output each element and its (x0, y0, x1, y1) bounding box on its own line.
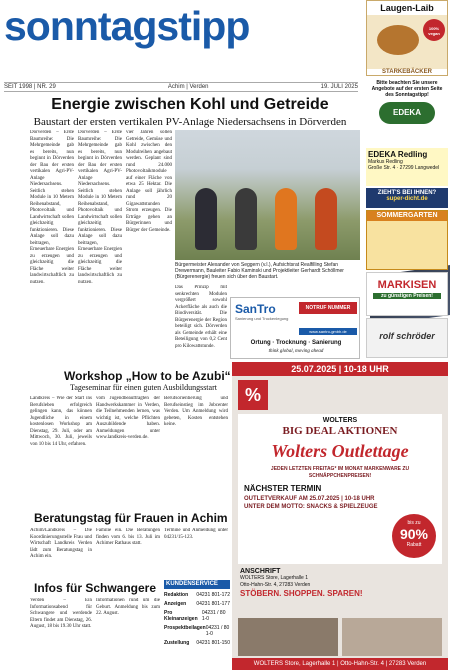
discount-bis: bis zu (407, 520, 421, 526)
person-2 (235, 188, 257, 250)
wolters-outlet-title: Wolters Outlettage (271, 441, 409, 461)
person-1 (195, 188, 217, 250)
santro-slogan: think global, moving ahead (268, 349, 324, 354)
masthead-logo: sonntagstipp (4, 3, 250, 49)
edeka-title: EDEKA Redling (368, 150, 428, 159)
azubi-column-2: vom Jugendbeauftragten der Handwerkskammer in Verden, die Teilnehmenden lernen, was wichtig ist, welche Pflichten Auszubildende haben. Anmeldungen unter www.landkreis-verden.de. (96, 396, 160, 440)
sommergarten-title: SOMMERGARTEN (367, 211, 447, 221)
kundenservice-value: 04231 801-172 (196, 592, 230, 598)
santro-url[interactable]: www.santro-gmbh.de (299, 328, 357, 335)
wolters-deal: BIG DEAL AKTIONEN (282, 425, 398, 437)
lead-column-1: Dörverden – Erste Baumreihe: Die Mehrgemeinde gab es bereits, nun beginnt in Dörverden der Bau der ersten vertikalen Agri-PV-Anlage Niedersachsens. Seitlich stehen Module in 10 Metern Reihenabstand, Photovoltaik und Landwirtschaft sollen gleichzeitig funktionieren. Diese Anlage soll dazu beitragen, Erneuerbare Energien zu erzeugen und gleichzeitig die Fläche weiter landwirtschaftlich zu nutzen. (30, 130, 74, 285)
santro-logo: SanTro (235, 302, 276, 316)
frauen-column-3: Termine und Anmeldung unter 04231/15-123. (164, 528, 228, 540)
lead-subhead: Baustart der ersten vertikalen PV-Anlage Niedersachsens in Dörverden (33, 116, 347, 128)
kundenservice-label: Pro Kleinanzeigen (164, 610, 198, 622)
address-line-2: Otto-Hahn-Str. 4, 27283 Verden (240, 582, 311, 588)
kundenservice-title: KUNDENSERVICE (164, 580, 230, 589)
product-image-2 (342, 618, 442, 656)
schwanger-headline: Infos für Schwangere (34, 581, 157, 595)
frauen-column-1: Achim/Landkreis – Die Koordinierungsstelle Frau und Wirtschaft Landkreis Verden lädt zum Beratungstag in Achim ein. (30, 528, 92, 559)
frauen-headline: Beratungstag für Frauen in Achim (34, 511, 228, 525)
laugen-ad[interactable] (366, 0, 448, 76)
markisen-title: MARKISEN (377, 279, 437, 291)
santro-ad[interactable] (230, 297, 360, 359)
kundenservice-row (164, 625, 230, 637)
wolters-cta: STÖBERN. SHOPPEN. SPAREN! (240, 589, 363, 598)
zieht-title: ZIEHT'S BEI IHNEN? (377, 190, 437, 196)
bread-image (377, 25, 419, 55)
schwanger-column-2: Informationen rund um die Geburt. Anmeldung bis zum 22. August. (96, 598, 160, 616)
kundenservice-label: Zustellung (164, 640, 190, 646)
lead-column-2: vier Jahren sollen Getreide, Gemüse und Kohl zwischen den Modulreihen angebaut werden. Geplant sind rund 24.000 Photovoltaikmodule auf einer Fläche von etwa 25 Hektar. Die Anlage soll jährlich rund 20 Gigawattstunden Strom erzeugen. Die Erträge gehen an Bürgerinnen und Bürger der Gemeinde. (126, 130, 172, 233)
lead-photo-caption: Bürgermeister Alexander von Seggern (v.l.), Aufsichtsrat Realfilling Stefan Drewermann, Bauleiter Fabio Kaminski und Projektleiter Gerhardt Schöllmer (Bürgerenergie) freuen sich über den Baustart. (175, 262, 344, 280)
product-image-1 (238, 618, 338, 656)
wolters-ad[interactable] (232, 362, 448, 670)
edeka-address: Große Str. 4 · 27299 Langwedel (368, 165, 440, 171)
address-line-1: WOLTERS Store, Lagerhalle 1 (240, 575, 308, 581)
next-date-text: OUTLETVERKAUF AM 25.07.2025 | 10-18 UHR UNTER DEM MOTTO: SNACKS & SPIELZEUGE (244, 496, 378, 510)
laugen-title: Laugen-Laib (367, 1, 447, 15)
issue-date: 19. JULI 2025 (320, 84, 358, 90)
kundenservice-row (164, 610, 230, 622)
notice-box (366, 78, 448, 146)
discount-percent: 90% (399, 526, 429, 542)
markisen-sub: zu günstigen Preisen! (373, 293, 441, 299)
issue-number: SEIT 1998 | NR. 29 (4, 84, 56, 90)
kundenservice-row (164, 592, 230, 598)
person-3 (275, 188, 297, 250)
kundenservice-label: Prospektbeilagen (164, 625, 206, 631)
kundenservice-row (164, 601, 230, 607)
wolters-date-bar: 25.07.2025 | 10-18 UHR (232, 362, 448, 376)
azubi-column-1: Landkreis – Wie der Start ins Berufsleben erfolgreich gelingen kann, das können Jugendliche in einem kostenlosen Workshop am Dienstag, 29. Juli, oder am Mittwoch, 30. Juli, jeweils von 10 bis 14 Uhr, erfahren. (30, 396, 92, 447)
azubi-headline: Workshop „How to be Azubi“ (64, 369, 231, 383)
kundenservice-rows (164, 592, 230, 646)
schroeder-logo: rolf schröder (379, 331, 435, 341)
schwanger-column-1: Verden – Ein Informationsabend für Schwangere und werdende Eltern findet am Dienstag, 26. August, 18 bis 19.30 Uhr statt. (30, 598, 92, 629)
wolters-footer: WOLTERS Store, Lagerhalle 1 | Otto-Hahn-Str. 4 | 27283 Verden (232, 658, 448, 670)
kundenservice-value: 04231 801-177 (196, 601, 230, 607)
lead-column-1b: Dörverden – Erste Baumreihe: Die Mehrgemeinde gab es bereits, nun beginnt in Dörverden der Bau der ersten vertikalen Agri-PV-Anlage Niedersachsens. Seitlich stehen Module in 10 Metern Reihenabstand, Photovoltaik und Landwirtschaft sollen gleichzeitig funktionieren. Diese Anlage soll dazu beitragen, Erneuerbare Energien zu erzeugen und gleichzeitig die Fläche weiter landwirtschaftlich zu nutzen. (78, 130, 122, 285)
azubi-subhead: Tageseminar für einen guten Ausbildungsstart (70, 383, 217, 392)
notice-text: Bitte beachten Sie unsere Angebote auf der ersten Seite des Sonntagstipp! (371, 80, 443, 98)
lead-column-3: Das Prinzip mit senkrechten Modulen vergrößert sowohl Ackerfläche als auch die Biodiversität. Die Bürgerenergie der Region beteiligt sich. Dörverden als Gemeinde erhält eine Beteiligung von 0,2 Cent pro Kilowattstunde. (175, 285, 227, 349)
frauen-column-2: Familie ein. Die Beratungen finden vom 6. bis 13. Juli im Achimer Rathaus statt. (96, 528, 160, 546)
address-label: ANSCHRIFT (240, 568, 281, 575)
kundenservice-label: Anzeigen (164, 601, 187, 607)
vegan-badge: 100% vegan (423, 19, 445, 41)
sommergarten-ad[interactable] (366, 210, 448, 270)
schroeder-ad[interactable] (366, 318, 448, 358)
azubi-column-3: Berufsorientierung und Berufseinstieg im Jobcenter Verden. Um Anmeldung wird gebeten, Kosten entstehen keine. (164, 396, 228, 427)
kundenservice-row (164, 640, 230, 646)
masthead-strip (4, 82, 358, 92)
edeka-owner: Markus Redling (368, 159, 403, 165)
santro-tagline: Ortung · Trocknung · Sanierung (250, 340, 342, 346)
wolters-brand: WOLTERS (322, 417, 358, 424)
starke-logo: STARKEBÄCKER (367, 69, 447, 75)
discount-rabatt: Rabatt (406, 542, 422, 548)
next-date-label: NÄCHSTER TERMIN (244, 484, 322, 493)
kundenservice-value: 04231 801-150 (196, 640, 230, 646)
lead-headline: Energie zwischen Kohl und Getreide (51, 96, 329, 113)
kundenservice-value: 04231 / 80 1-0 (205, 625, 230, 637)
markisen-ad[interactable] (366, 272, 448, 316)
edeka-ad[interactable] (366, 148, 448, 186)
wolters-address (240, 568, 440, 598)
wolters-main (238, 414, 442, 564)
percent-icon: % (238, 380, 268, 410)
lead-photo (175, 130, 360, 260)
person-4 (315, 188, 337, 250)
kundenservice-value: 04231 / 80 1-0 (201, 610, 226, 622)
zieht-url: super-dicht.de (386, 196, 428, 202)
kundenservice-label: Redaktion (164, 592, 189, 598)
wolters-sub: JEDEN LETZTEN FREITAG* IM MONAT MARKENWARE ZU SCHNÄPPCHENPREISEN! (270, 466, 410, 479)
zieht-ad[interactable] (366, 188, 448, 208)
edition-place: Achim | Verden (167, 84, 209, 90)
redling-logo: EDEKA Redling (379, 102, 435, 124)
kundenservice-box (164, 580, 230, 670)
discount-badge (392, 514, 436, 558)
santro-phone: NOTRUF NUMMER (299, 302, 357, 314)
santro-sub: Sanierung und Trockenlegung (235, 316, 289, 321)
